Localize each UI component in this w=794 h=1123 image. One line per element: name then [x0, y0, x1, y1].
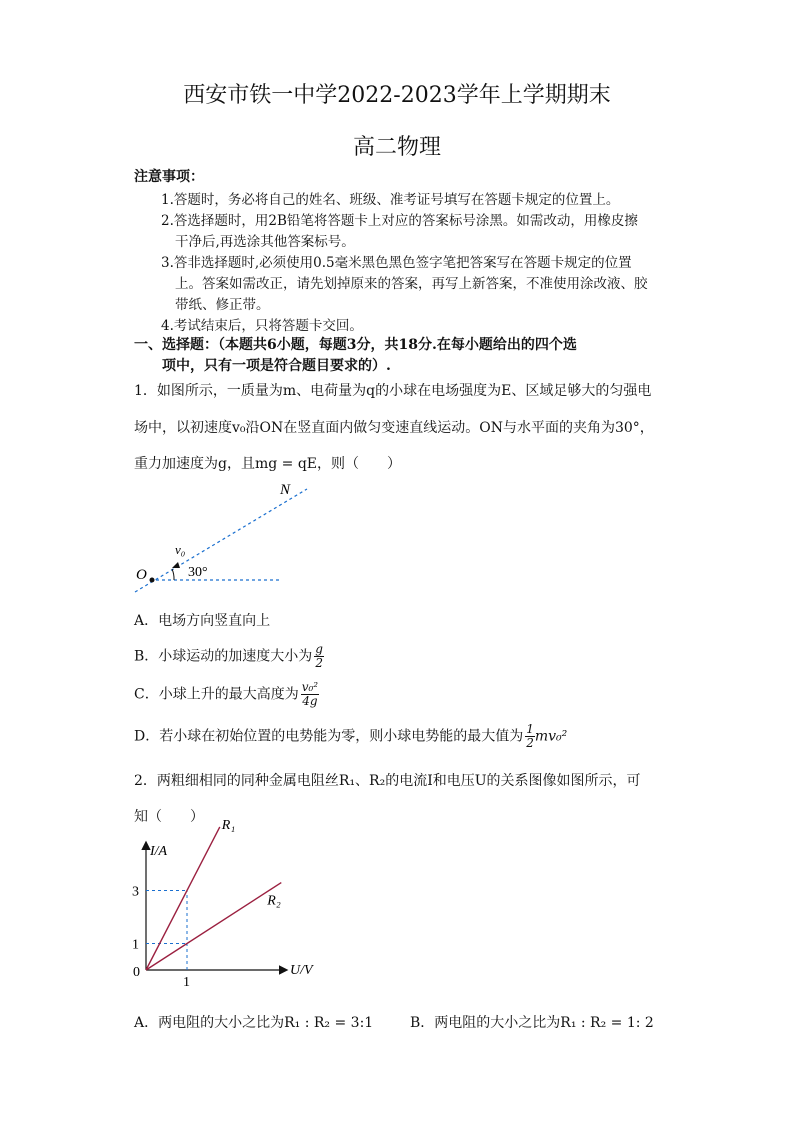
angle-arc [172, 569, 174, 580]
q1-figure [130, 478, 320, 598]
y-tick-label-2: 3 [132, 884, 139, 900]
notice-item-2: 2.答选择题时，用2B铅笔将答题卡上对应的答案标号涂黑。如需改动，用橡皮擦 [161, 213, 638, 229]
origin-label: 0 [133, 965, 140, 980]
q2-iv-chart [128, 817, 328, 995]
q1-option-d: D．若小球在初始位置的电势能为零，则小球电势能的最大值为 $\frac{1}{2}$ mv₀² [134, 722, 568, 750]
section-heading-line-1: 一、选择题：（本题共6小题，每题3分，共18分.在每小题给出的四个选 [134, 337, 577, 353]
notice-heading: 注意事项： [134, 169, 204, 185]
notice-item-3: 3.答非选择题时,必须使用0.5毫米黑色黑色签字笔把答案写在答题卡规定的位置 [161, 255, 632, 271]
point-O [150, 578, 155, 583]
y-axis-label: I/A [150, 844, 168, 859]
q1-stem-line-2: 场中，以初速度v₀沿ON在竖直面内做匀变速直线运动。ON与水平面的夹角为30°， [134, 420, 654, 436]
x-axis-label: U/V [290, 963, 313, 978]
q2-option-a: A．两电阻的大小之比为R₁ : R₂ = 3:1 [134, 1015, 374, 1031]
notice-item-2-cont: 干净后,再选涂其他答案标号。 [175, 234, 355, 250]
label-N: N [280, 482, 291, 498]
x-tick-label-1: 1 [183, 975, 190, 990]
label-O: O [136, 567, 147, 583]
notice-item-4: 4.考试结束后，只将答题卡交回。 [161, 318, 363, 334]
y-tick-label-1: 1 [132, 937, 139, 953]
q2-stem-line-2: 知（ ） [134, 809, 204, 825]
notice-item-1: 1.答题时，务必将自己的姓名、班级、准考证号填写在答题卡规定的位置上。 [161, 192, 620, 208]
section-heading-line-2: 项中，只有一项是符合题目要求的）. [162, 358, 391, 374]
line-ON [135, 489, 307, 592]
q2-stem-line-1: 2．两粗细相同的同种金属电阻丝R₁、R₂的电流I和电压U的关系图像如图所示，可 [134, 773, 641, 789]
series-label-2: R₂ [267, 893, 281, 909]
q1-stem-line-1: 1．如图所示，一质量为m、电荷量为q的小球在电场强度为E、区域足够大的匀强电 [134, 383, 652, 399]
q1-stem-line-3: 重力加速度为g，且mg = qE，则（ ） [134, 456, 402, 472]
q2-option-b: B．两电阻的大小之比为R₁ : R₂ = 1: 2 [410, 1015, 654, 1031]
q1-option-a: A．电场方向竖直向上 [134, 613, 271, 629]
exam-subject: 高二物理 [352, 135, 441, 160]
exam-title: 西安市铁一中学2022-2023学年上学期期末 [183, 83, 611, 108]
notice-item-3-cont-1: 上。答案如需改正，请先划掉原来的答案，再写上新答案，不准使用涂改液、胶 [175, 276, 648, 292]
series-label-1: R₁ [221, 817, 236, 833]
q1-option-c: C．小球上升的最大高度为 $\frac{\text{v₀²}}{4g}$ [134, 680, 319, 708]
notice-item-3-cont-2: 带纸、修正带。 [175, 297, 270, 313]
q1-option-b: B．小球运动的加速度大小为 $\frac{g}{2}$ [134, 642, 323, 670]
series-line-2 [146, 883, 281, 970]
label-angle: 30° [188, 565, 208, 580]
velocity-arrow-icon [172, 562, 180, 568]
label-v0: v₀ [175, 542, 186, 557]
